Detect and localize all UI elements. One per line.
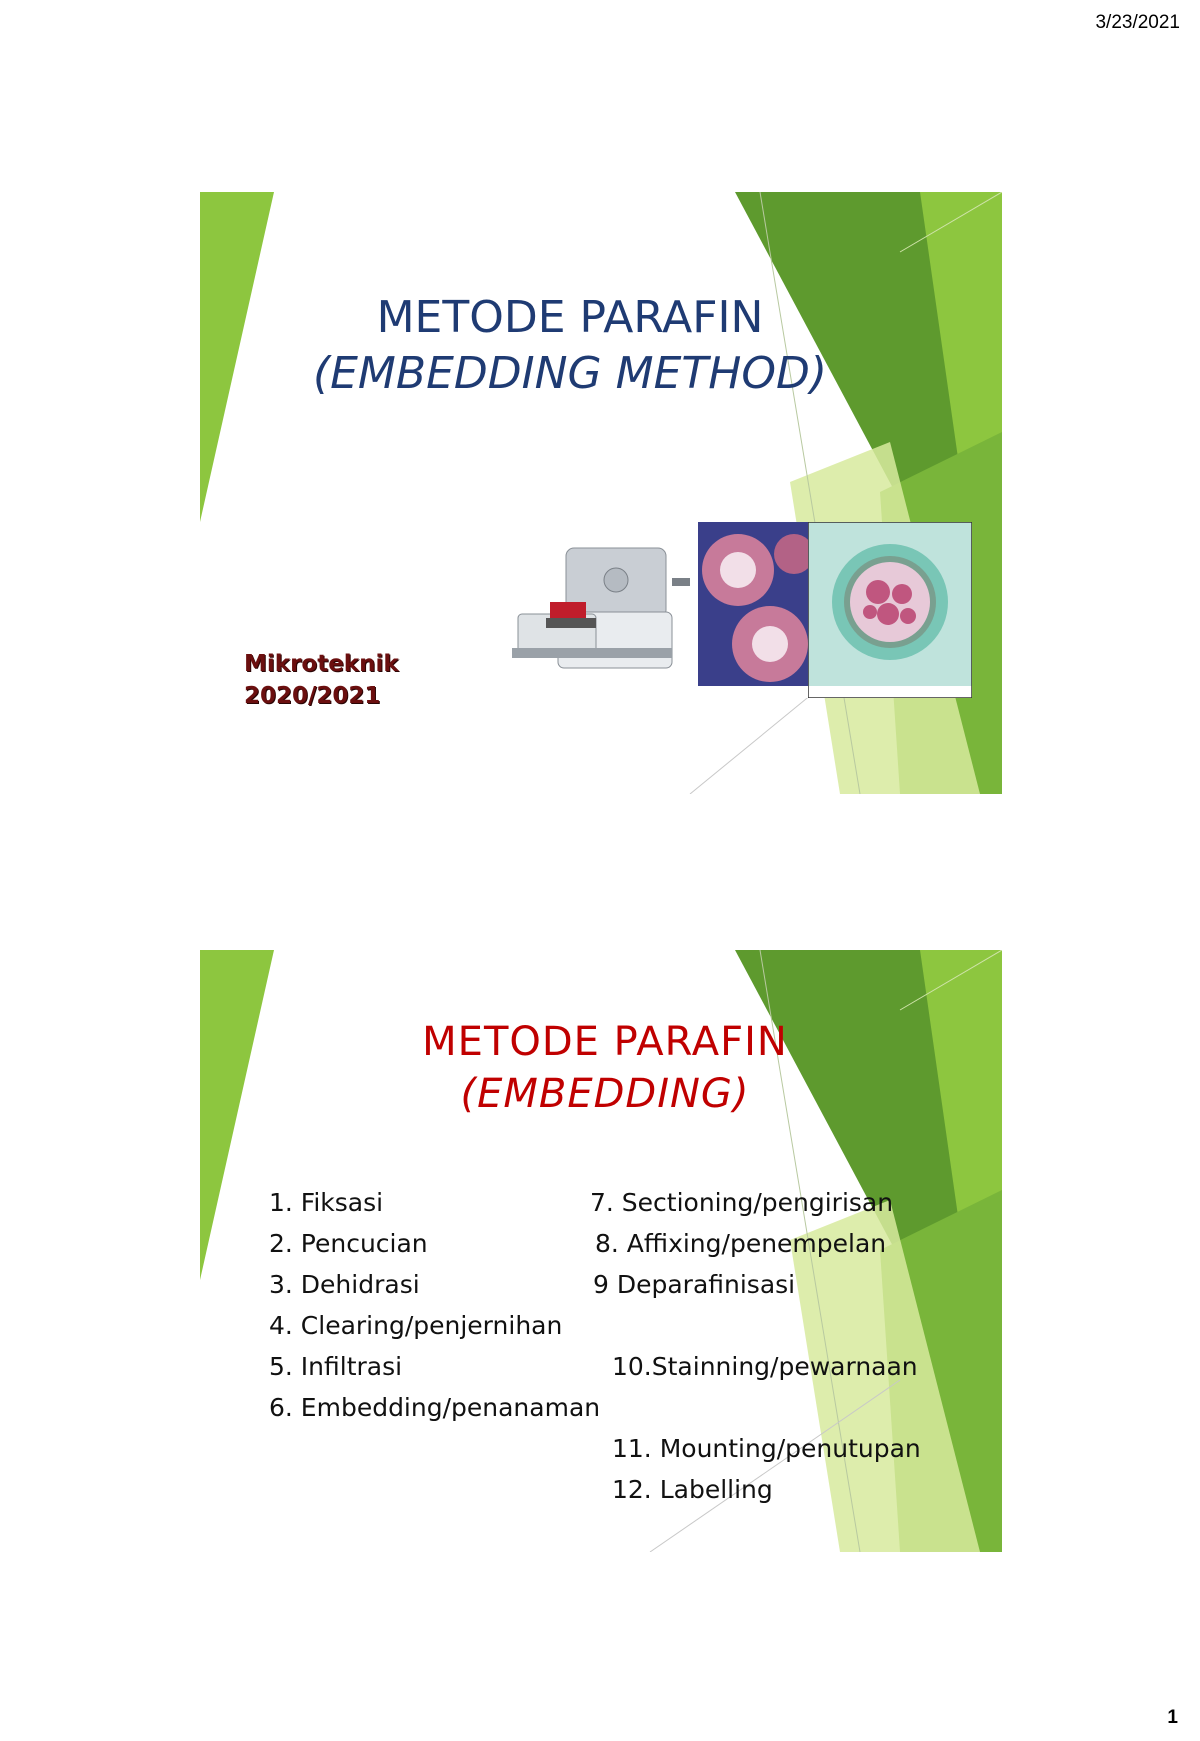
list-item: 5. Infiltrasi (269, 1352, 403, 1381)
title-line-1: METODE PARAFIN (422, 1019, 788, 1065)
list-item: 8. Affixing/penempelan (595, 1229, 887, 1258)
steps-list-right (200, 950, 1002, 1552)
subtitle-line-2: 2020/2021 (244, 683, 381, 709)
list-item: 12. Labelling (612, 1475, 773, 1504)
list-item: 4. Clearing/penjernihan (269, 1311, 563, 1340)
page-date: 3/23/2021 (1095, 12, 1180, 33)
list-item: 10.Stainning/pewarnaan (612, 1352, 918, 1381)
title-line-2: (EMBEDDING) (460, 1071, 750, 1117)
subtitle-line-1: Mikroteknik (244, 651, 399, 677)
plant-stem-micrograph-photo (808, 522, 972, 698)
title-line-2: (EMBEDDING METHOD) (312, 348, 828, 399)
list-item: 6. Embedding/penanaman (269, 1393, 601, 1422)
list-item: 9 Deparafinisasi (593, 1270, 796, 1299)
title-line-1: METODE PARAFIN (376, 292, 764, 343)
course-subtitle (244, 648, 399, 712)
slide-title-heading (200, 290, 940, 402)
list-item: 3. Dehidrasi (269, 1270, 420, 1299)
microtome-photo (506, 522, 692, 698)
slide-title (200, 192, 1002, 794)
image-strip (506, 522, 970, 698)
list-item: 1. Fiksasi (269, 1188, 384, 1217)
page-number: 1 (1167, 1707, 1178, 1728)
tissue-micrograph-photo (698, 522, 808, 698)
slide-steps (200, 950, 1002, 1552)
list-item: 7. Sectioning/pengirisan (590, 1188, 894, 1217)
list-item: 2. Pencucian (269, 1229, 428, 1258)
list-item: 11. Mounting/penutupan (612, 1434, 921, 1463)
